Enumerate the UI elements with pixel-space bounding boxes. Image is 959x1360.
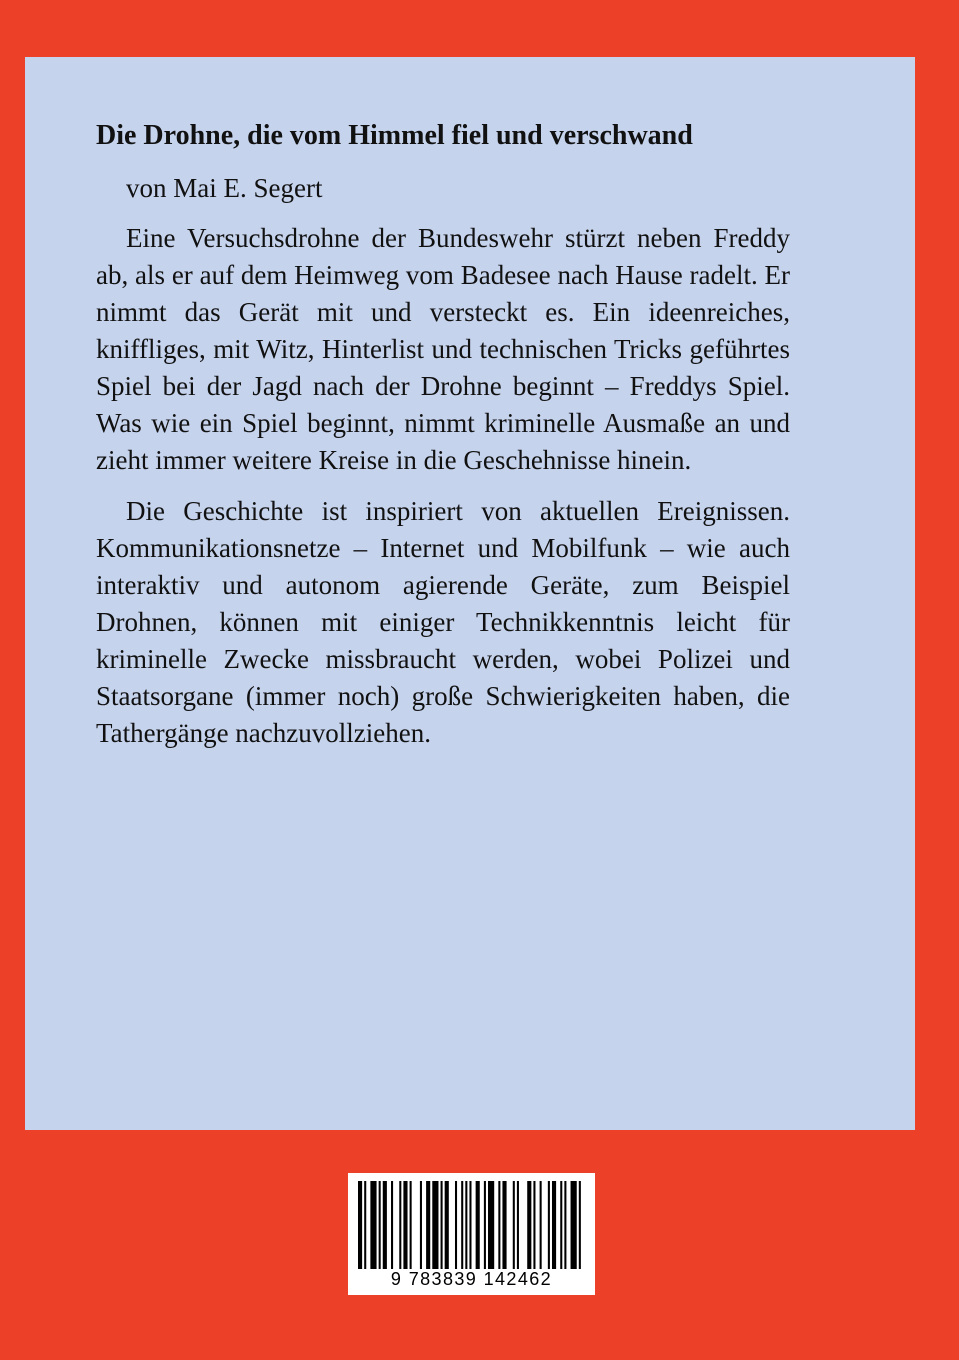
- barcode-bars: [358, 1181, 585, 1269]
- book-title: Die Drohne, die vom Himmel fiel und verschwand: [96, 120, 693, 151]
- blurb-paragraph-2: Die Geschichte ist inspiriert von aktuellen Ereignissen. Kommunikationsnetze – Internet und Mobilfunk – wie auch interaktiv und autonom agierende Geräte, zum Beispiel Drohnen, können mit einiger Technikkenntnis leicht für kriminelle Zwecke missbraucht werden, wobei Polizei und Staatsorgane (immer noch) große Schwierigkeiten haben, die Tathergänge nachzuvollziehen.: [96, 496, 790, 748]
- barcode-bar: [420, 1181, 422, 1269]
- barcode-bar: [403, 1181, 407, 1269]
- barcode-bar: [517, 1181, 519, 1269]
- barcode-bar: [364, 1181, 366, 1269]
- barcode-bar: [571, 1181, 577, 1269]
- barcode-bar: [548, 1181, 550, 1269]
- barcode-bar: [445, 1181, 449, 1269]
- isbn-barcode: [348, 1173, 595, 1295]
- barcode-bar: [552, 1181, 556, 1269]
- book-author: von Mai E. Segert: [126, 173, 323, 203]
- barcode-bar: [564, 1181, 566, 1269]
- barcode-bar: [410, 1181, 412, 1269]
- barcode-bar: [540, 1181, 542, 1269]
- barcode-bar: [379, 1181, 381, 1269]
- barcode-bar: [533, 1181, 535, 1269]
- barcode-bar: [399, 1181, 401, 1269]
- barcode-bar: [426, 1181, 430, 1269]
- barcode-bar: [461, 1181, 463, 1269]
- barcode-bar: [513, 1181, 515, 1269]
- barcode-bar: [370, 1181, 376, 1269]
- barcode-bar: [476, 1181, 480, 1269]
- barcode-bar: [560, 1181, 562, 1269]
- barcode-bar: [465, 1181, 467, 1269]
- blurb-paragraph-1: Eine Versuchsdrohne der Bundeswehr stürzt neben Freddy ab, als er auf dem Heimweg vom Badesee nach Hause radelt. Er nimmt das Gerät mit und versteckt es. Ein ideenreiches, kniffliges, mit Witz, Hinterlist und technischen Tricks geführtes Spiel bei der Jagd nach der Drohne beginnt – Freddys Spiel. Was wie ein Spiel beginnt, nimmt kriminelle Ausmaße an und zieht immer weitere Kreise in die Geschehnisse hinein.: [96, 223, 790, 475]
- barcode-bar: [383, 1181, 387, 1269]
- barcode-bar: [498, 1181, 500, 1269]
- barcode-bar: [527, 1181, 531, 1269]
- barcode-bar: [391, 1181, 393, 1269]
- isbn-digits: 9 783839 142462: [390, 1269, 553, 1289]
- barcode-bar: [441, 1181, 443, 1269]
- barcode-bar: [455, 1181, 457, 1269]
- barcode-bar: [579, 1181, 581, 1269]
- barcode-bar: [358, 1181, 362, 1269]
- blurb-text-block: [96, 118, 790, 752]
- barcode-bar: [484, 1181, 486, 1269]
- barcode-bar: [469, 1181, 471, 1269]
- barcode-bar: [432, 1181, 438, 1269]
- barcode-bar: [488, 1181, 494, 1269]
- barcode-bar: [502, 1181, 506, 1269]
